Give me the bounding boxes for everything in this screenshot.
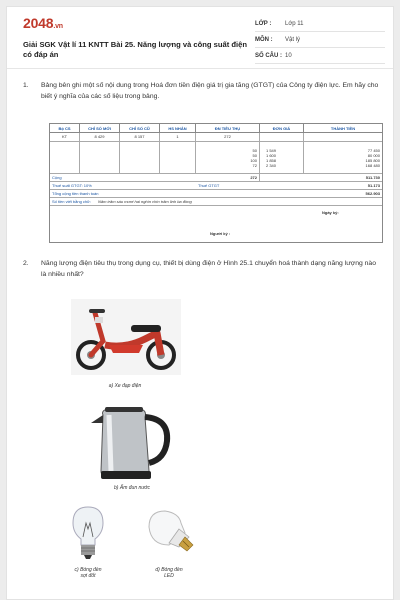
invoice-words-row [50, 198, 382, 206]
invoice-quantity-cell [196, 142, 260, 173]
invoice-row [50, 133, 382, 142]
invoice-header-cell: ĐN TIÊU THỤ [196, 124, 260, 133]
led-bulb-icon [139, 507, 199, 559]
meta-panel [255, 16, 385, 64]
figure-caption: b) Ấm đun nước [114, 485, 150, 491]
invoice-cell [160, 142, 196, 173]
invoice-cell: 8 157 [120, 133, 160, 141]
vat-short-label: Thuế GTGT [198, 183, 220, 188]
figure-caption-line1: d) Bóng đèn [155, 567, 183, 573]
figure-incandescent-bulb [63, 503, 113, 583]
invoice-header-cell: Bộ CS [50, 124, 80, 133]
meta-key: LỚP : [255, 20, 272, 27]
signer-label: Người ký : [210, 231, 231, 236]
question-number: 1. [23, 82, 29, 89]
figure-caption: a) Xe đạp điện [108, 383, 142, 389]
invoice-vat-row [50, 182, 382, 190]
invoice-cell [260, 133, 304, 141]
amount-line: 77 450 [367, 148, 380, 153]
meta-value: Lớp 11 [285, 20, 304, 27]
date-label: Ngày ký: [322, 210, 339, 215]
meta-key: MÔN : [255, 36, 273, 43]
meta-value: 10 [285, 52, 292, 59]
question-number: 2. [23, 260, 29, 267]
figure-caption-line1: c) Bóng đèn [74, 567, 102, 573]
price-line: 2 340 [266, 163, 277, 168]
quantity-line: 50 [252, 148, 257, 153]
invoice-image [49, 123, 383, 243]
page-title: Giải SGK Vật lí 11 KNTT Bài 25. Năng lượng và công suất điện có đáp án [23, 40, 247, 59]
invoice-detail-row [50, 142, 382, 174]
vat-label: Thuế suất GTGT: 10% [52, 183, 92, 188]
quantity-line: 100 [250, 158, 257, 163]
invoice-header-cell: THÀNH TIỀN [330, 126, 356, 131]
amount-line: 168 480 [365, 163, 380, 168]
figure-caption-line2: sợi đốt [80, 573, 96, 579]
question-text: Năng lượng điện tiêu thụ trong dụng cụ, thiết bị dùng điện ở Hình 25.1 chuyển hoá thành dạng năng lượng nào là nhiều nhất? [41, 260, 376, 278]
figure-led-bulb [139, 507, 199, 583]
price-line: 1 600 [266, 153, 277, 158]
grand-amount: 562.903 [365, 191, 380, 196]
incandescent-bulb-icon [63, 503, 113, 563]
invoice-header-cell: ĐƠN GIÁ [260, 124, 304, 133]
amount-line: 80 000 [367, 153, 380, 158]
quantity-line: 50 [252, 153, 257, 158]
grand-label: Tổng cộng tiền thanh toán [52, 191, 99, 196]
meta-value: Vật lý [285, 36, 301, 43]
total-kwh: 272 [196, 174, 260, 182]
figure-caption-line2: LED [164, 573, 174, 579]
logo-text: 2048 [23, 15, 54, 31]
invoice-header-row [50, 124, 382, 133]
electric-bike-icon [65, 295, 185, 379]
invoice-header-cell: CHỈ SỐ CŨ [120, 124, 160, 133]
invoice-amount-cell [304, 142, 382, 173]
price-line: 1 858 [266, 158, 277, 163]
invoice-cell [50, 142, 80, 173]
invoice-price-cell [260, 142, 304, 173]
meta-key: SỐ CÂU : [255, 52, 282, 59]
total-label: Cộng [52, 175, 62, 180]
site-logo[interactable] [23, 15, 63, 31]
invoice-cell [80, 142, 120, 173]
document-header [7, 7, 393, 69]
invoice-header-cell: CHỈ SỐ MỚI [80, 124, 120, 133]
invoice-header-cell: HS NHÂN [160, 124, 196, 133]
figure-electric-bike [65, 295, 185, 391]
quantity-line: 72 [252, 163, 257, 168]
invoice-grand-row [50, 190, 382, 198]
total-amount: 511.730 [365, 175, 380, 180]
meta-row-count [255, 48, 385, 64]
meta-row-subject [255, 32, 385, 48]
words-value: Năm trăm sáu mươi hai nghìn chín trăm linh ba đồng [98, 199, 192, 204]
invoice-total-row [50, 174, 382, 182]
logo-suffix: .vn [53, 23, 63, 30]
price-line: 1 549 [266, 148, 277, 153]
invoice-cell: 8 429 [80, 133, 120, 141]
amount-line: 185 800 [365, 158, 380, 163]
meta-row-class [255, 16, 385, 32]
question-text: Bảng bên ghi một số nội dung trong Hoá đơn tiền điện giá trị gia tăng (GTGT) của Công ty điện lực. Em hãy cho biết ý nghĩa của các số liệu trong bảng. [41, 82, 379, 100]
invoice-cell [120, 142, 160, 173]
invoice-cell: KT [50, 133, 80, 141]
figure-kettle [87, 401, 177, 493]
kettle-icon [87, 401, 177, 481]
words-label: Số tiền viết bằng chữ: [52, 199, 91, 204]
invoice-cell: 1 [160, 133, 196, 141]
invoice-cell [304, 133, 382, 141]
document-page [6, 6, 394, 600]
invoice-cell: 272 [196, 133, 260, 141]
vat-amount: 51.173 [367, 183, 380, 188]
